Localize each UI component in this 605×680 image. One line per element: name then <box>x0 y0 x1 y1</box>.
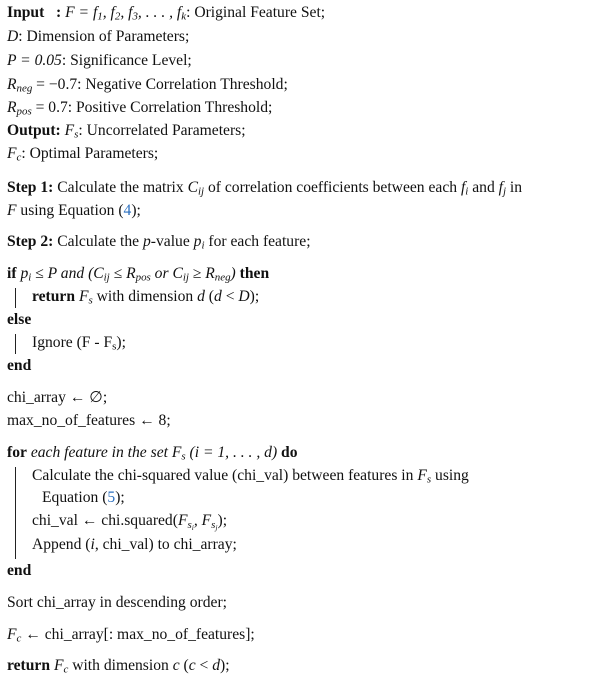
neg-threshold-symbol: $R_{neg}$ <box>7 76 33 95</box>
fc-assign-text: ← chi_array[: max_no_of_features]; <box>21 626 255 643</box>
if-return-text: with dimension <box>92 288 198 305</box>
output-line <box>7 121 246 141</box>
neg-threshold-desc: : Negative Correlation Threshold; <box>77 76 288 93</box>
eq5-text: Equation ( <box>42 489 108 506</box>
and-keyword: and <box>56 265 89 282</box>
step1-text-e: using Equation ( <box>16 202 124 219</box>
equation-5-link[interactable]: 5 <box>107 489 116 506</box>
if-return-keyword: return <box>32 288 76 305</box>
append-text: Append ( <box>32 536 91 553</box>
append-tail: , chi_val) to chi_array; <box>94 536 237 553</box>
chi-calc-text: Calculate the chi-squared value (chi_val) between features in <box>32 467 418 484</box>
else-body-bar <box>15 334 16 354</box>
if-condition-2: ($C_{ij} \le R_{pos}$ <box>88 265 151 284</box>
step1-text-f: ); <box>131 202 141 219</box>
pos-threshold-value: = 0.7 <box>31 99 68 116</box>
final-return-text: with dimension <box>68 657 173 674</box>
step2-label: Step 2: <box>7 233 54 250</box>
step1-label: Step 1: <box>7 179 54 196</box>
sort-line: Sort chi_array in descending order; <box>7 594 227 611</box>
output-fc-symbol: $F_c$ <box>7 145 22 164</box>
final-return-c: c <box>172 657 180 674</box>
output-fc-desc: : Optimal Parameters; <box>21 145 159 162</box>
input-line <box>7 3 325 23</box>
or-keyword: or <box>150 265 173 282</box>
for-text: each feature in the set <box>26 444 172 461</box>
if-keyword: if <box>7 265 17 282</box>
final-return-line: return $F_c$ with dimension c (c < d); <box>7 657 230 676</box>
step1-text-c: and <box>468 179 499 196</box>
step2-text-c: for each feature; <box>204 233 311 250</box>
feature-set-desc: : Original Feature Set; <box>186 4 326 21</box>
final-return-cond: c <box>188 657 196 674</box>
pos-threshold-line <box>7 98 272 118</box>
end-if-line <box>7 356 31 376</box>
output-label: Output: <box>7 122 61 139</box>
do-keyword: do <box>281 444 298 461</box>
if-return-D: D <box>238 288 250 305</box>
final-return-keyword: return <box>7 657 51 674</box>
corr-matrix-symbol: $C_{ij}$ <box>187 179 205 198</box>
feature-set-def: $F = f_1$, $f_2$, $f_3$, . . . , $f_k$ <box>65 4 187 23</box>
eq5-line <box>42 488 125 508</box>
fc-symbol: $F_c$ <box>7 626 22 645</box>
equation-4-link[interactable]: 4 <box>123 202 132 219</box>
step1-text-a: Calculate the matrix <box>53 179 188 196</box>
significance-def: P = 0.05 <box>7 52 62 69</box>
dimension-line <box>7 27 189 47</box>
pos-threshold-desc: : Positive Correlation Threshold; <box>67 99 273 116</box>
chi-array-init: chi_array ← ∅; <box>7 389 108 406</box>
chi-calc-line <box>32 466 469 486</box>
final-return-fc: $F_c$ <box>53 657 69 676</box>
if-return-line: return $F_s$ with dimension d (d < D); <box>32 288 260 307</box>
p-symbol: p <box>143 233 151 250</box>
step1-text-b: of correlation coefficients between each <box>204 179 461 196</box>
dimension-symbol: D <box>7 28 19 45</box>
end-for-line <box>7 561 31 581</box>
for-keyword: for <box>7 444 27 461</box>
then-keyword: then <box>239 265 270 282</box>
step2-text-b: -value <box>150 233 194 250</box>
significance-desc: : Significance Level; <box>61 52 192 69</box>
final-return-d: d <box>212 657 221 674</box>
pos-threshold-symbol: $R_{pos}$ <box>7 99 32 118</box>
end-for-keyword: end <box>7 562 32 579</box>
else-line <box>7 310 31 330</box>
append-line <box>32 535 237 555</box>
eq5-close: ); <box>115 489 125 506</box>
output-fs-desc: : Uncorrelated Parameters; <box>78 122 246 139</box>
fc-assign-line <box>7 625 255 645</box>
step1-line2 <box>7 201 141 221</box>
step2-line <box>7 232 311 252</box>
dimension-desc: : Dimension of Parameters; <box>18 28 190 45</box>
ignore-text: Ignore (F - F <box>32 334 113 351</box>
input-label: Input <box>7 4 45 21</box>
chi-val-line: chi_val ← $chi.squared(F_{s_i}$, $F_{s_j}$); <box>32 512 228 532</box>
chi-calc-using: using <box>431 467 469 484</box>
if-body-bar <box>15 288 16 308</box>
ignore-line: Ignore $(F - F_s)$; <box>32 334 126 353</box>
end-if-keyword: end <box>7 357 32 374</box>
chi-val-text: chi_val ← chi.squared( <box>32 512 178 529</box>
if-line <box>7 264 269 284</box>
for-body-bar <box>15 467 16 559</box>
if-return-fs: $F_s$ <box>78 288 93 307</box>
step1-text-d: in <box>506 179 523 196</box>
step1-line1 <box>7 178 522 198</box>
if-condition-3: $C_{ij} \ge R_{neg}$) <box>172 265 236 284</box>
max-features-init: max_no_of_features ← 8; <box>7 412 171 429</box>
for-line <box>7 443 298 463</box>
if-return-dim: d <box>197 288 205 305</box>
if-condition: $p_i \le P$ <box>20 265 57 284</box>
chi-calc-fs: $F_s$ <box>417 467 432 486</box>
append-i: i <box>90 536 95 553</box>
F-symbol: F <box>7 202 17 219</box>
step2-text-a: Calculate the <box>53 233 143 250</box>
if-return-cond: d <box>214 288 222 305</box>
pi-symbol: $p_i$ <box>193 233 205 252</box>
significance-line <box>7 51 192 71</box>
chi-val-args: $F_{s_i}$, $F_{s_j}$ <box>177 512 218 532</box>
for-fs: $F_s$ (i = 1, . . . , d) <box>171 444 278 463</box>
output-fs-symbol: $F_s$ <box>64 122 79 141</box>
fj-symbol: $f_j$ <box>498 179 507 198</box>
neg-threshold-value: = −0.7 <box>32 76 78 93</box>
output-fc-line <box>7 144 158 164</box>
input-colon: : <box>48 4 62 21</box>
fi-symbol: $f_i$ <box>460 179 469 198</box>
neg-threshold-line <box>7 75 288 95</box>
else-keyword: else <box>7 311 32 328</box>
